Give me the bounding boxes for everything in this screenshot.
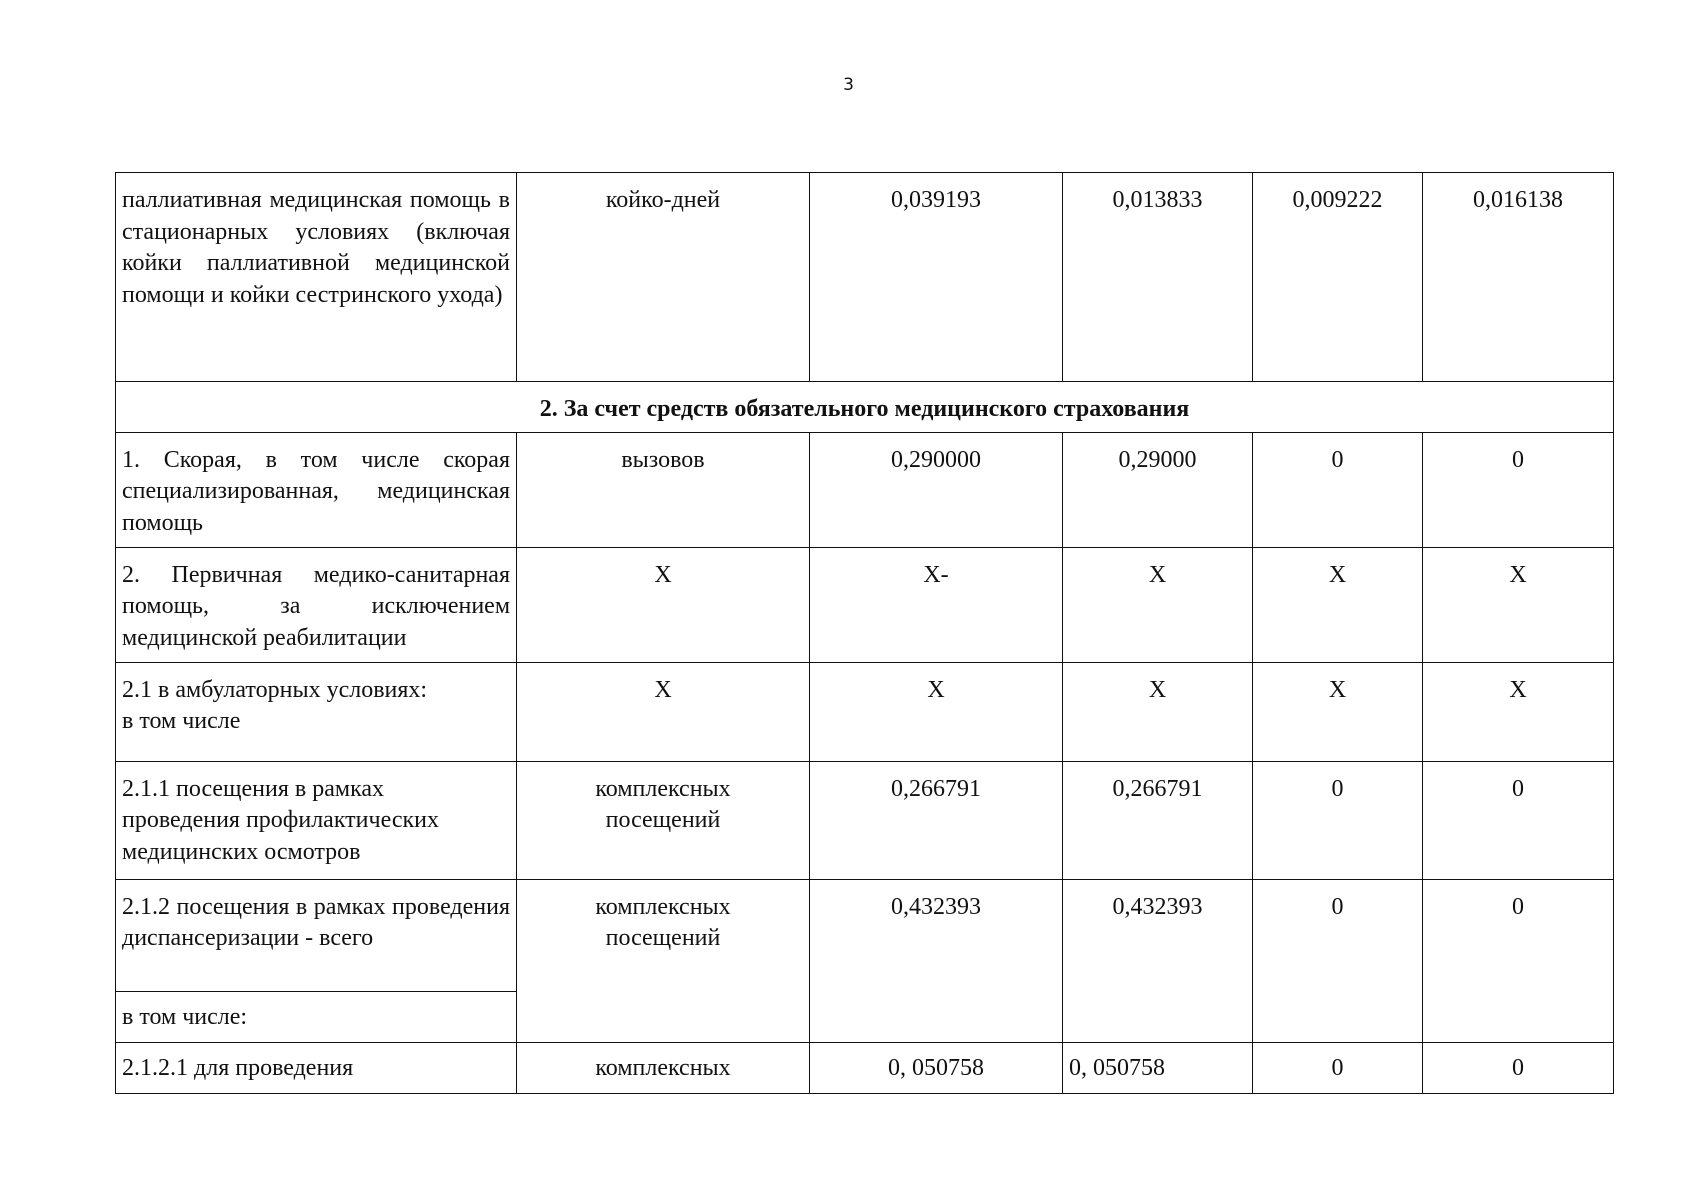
value-cell: Х [1253,547,1423,662]
table-row [116,662,1614,761]
value-cell: Х [1423,547,1614,662]
value-cell: 0,266791 [810,761,1063,879]
unit-cell: вызовов [517,432,810,547]
value-cell: 0 [1253,432,1423,547]
value-cell: 0 [1253,1042,1423,1093]
value-cell: 0 [1253,761,1423,879]
value-cell: 0,29000 [1063,432,1253,547]
row-name-line: в том числе [122,708,241,734]
row-name-cell: паллиативная медицинская помощь в стационарных условиях (включая койки паллиативной медицинской помощи и койки сестринского ухода) [116,173,517,382]
value-cell: Х- [810,547,1063,662]
page-number: 3 [843,75,854,95]
table-row [116,879,1614,991]
table-row [116,432,1614,547]
value-cell: 0 [1423,432,1614,547]
value-cell: 0,432393 [1063,879,1253,1042]
value-cell: 0,016138 [1423,173,1614,382]
row-name-cell: 2. Первичная медико-санитарная помощь, за исключением медицинской реабилитации [116,547,517,662]
unit-cell [517,879,810,1042]
unit-line: комплексных [595,893,731,920]
table-row [116,547,1614,662]
unit-cell: койко-дней [517,173,810,382]
section-heading: 2. За счет средств обязательного медицинского страхования [116,382,1614,433]
row-name-line: проведения профилактических [122,807,439,833]
table-row [116,173,1614,382]
unit-cell [517,761,810,879]
section-heading-row [116,382,1614,433]
value-cell: 0, 050758 [810,1042,1063,1093]
value-cell: 0,039193 [810,173,1063,382]
value-cell: 0, 050758 [1063,1042,1253,1093]
value-cell: 0,432393 [810,879,1063,1042]
value-cell: 0,290000 [810,432,1063,547]
value-cell: Х [1063,662,1253,761]
row-name-line: медицинских осмотров [122,838,361,865]
value-cell: Х [1253,662,1423,761]
row-name-cell [116,761,517,879]
value-cell: 0 [1423,879,1614,1042]
row-name-cell: в том числе: [116,991,517,1042]
row-name-line: 2.1.1 посещения в рамках [122,775,385,802]
row-name-cell: 2.1.2 посещения в рамках проведения диспансеризации - всего [116,879,517,991]
value-cell: 0,009222 [1253,173,1423,382]
value-cell: 0 [1253,879,1423,1042]
volume-norms-table [115,172,1614,1094]
unit-line: комплексных [595,775,731,802]
value-cell: 0,013833 [1063,173,1253,382]
unit-cell: Х [517,662,810,761]
row-name-cell: 1. Скорая, в том числе скорая специализированная, медицинская помощь [116,432,517,547]
value-cell: 0 [1423,761,1614,879]
row-name-cell [116,662,517,761]
table-row [116,1042,1614,1093]
unit-cell: Х [517,547,810,662]
value-cell: Х [810,662,1063,761]
value-cell: Х [1423,662,1614,761]
table-row [116,761,1614,879]
unit-line: посещений [605,807,721,833]
value-cell: 0 [1423,1042,1614,1093]
value-cell: 0,266791 [1063,761,1253,879]
value-cell: Х [1063,547,1253,662]
row-name-line: 2.1 в амбулаторных условиях: [122,676,428,703]
row-name-cell: 2.1.2.1 для проведения [116,1042,517,1093]
unit-cell: комплексных [517,1042,810,1093]
unit-line: посещений [605,925,721,951]
